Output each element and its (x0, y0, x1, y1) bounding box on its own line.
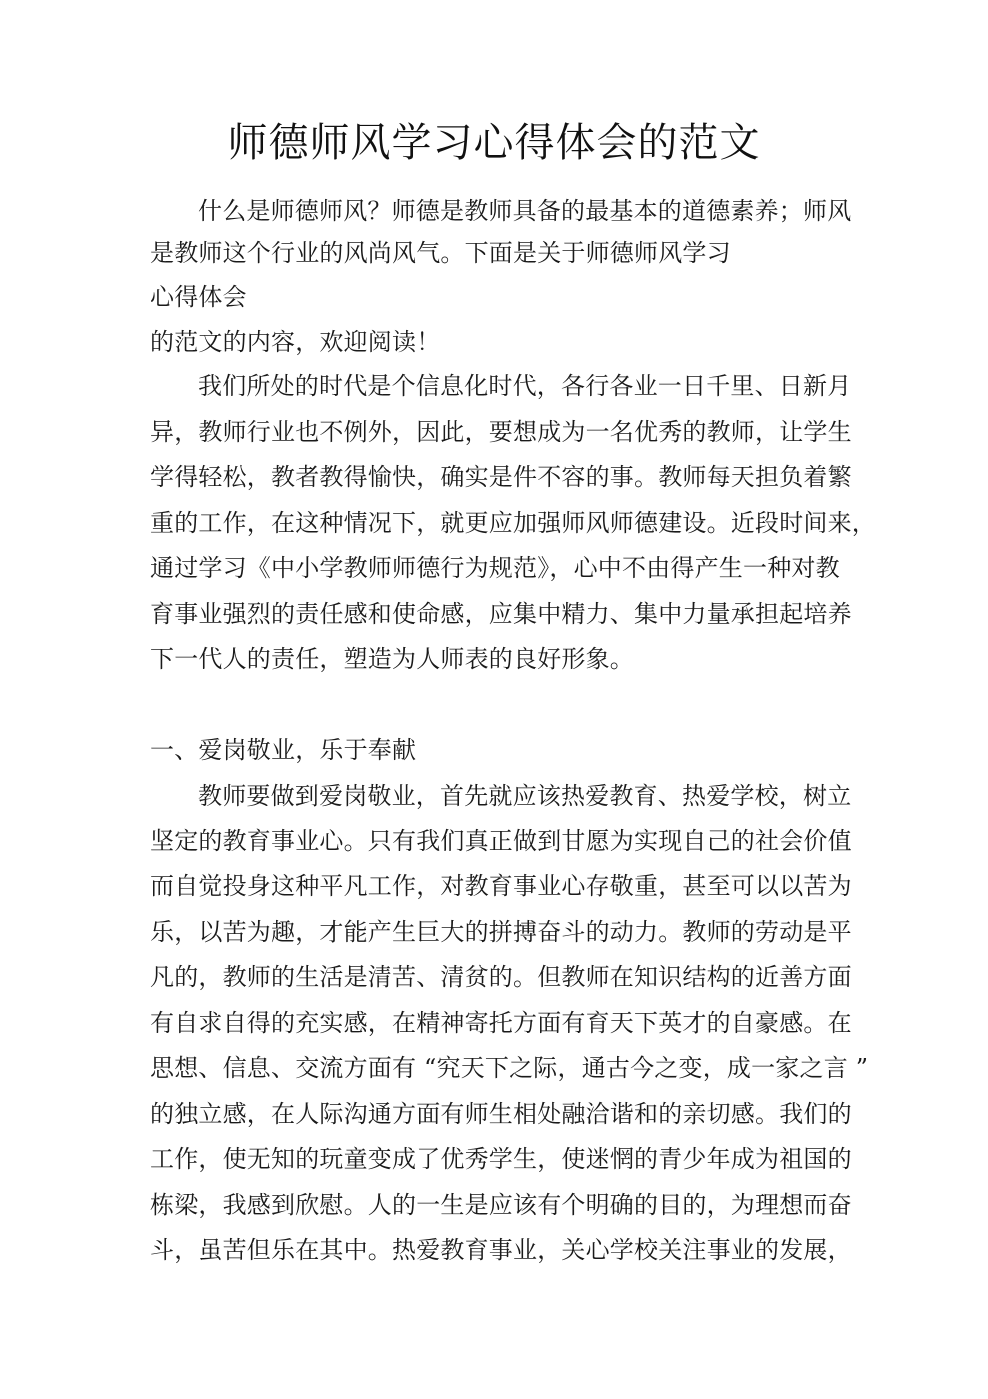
paragraph-line: 教师要做到爱岗敬业，首先就应该热爱教育、热爱学校，树立 (198, 782, 852, 810)
paragraph-line: 通过学习《中小学教师师德行为规范》，心中不由得产生一种对教 (150, 554, 840, 582)
paragraph-line: 有自求自得的充实感，在精神寄托方面有育天下英才的自豪感。在 (150, 1009, 852, 1037)
paragraph-line: 坚定的教育事业心。只有我们真正做到甘愿为实现自己的社会价值 (150, 827, 852, 855)
paragraph-line: 栋梁，我感到欣慰。人的一生是应该有个明确的目的，为理想而奋 (150, 1191, 852, 1219)
paragraph-line: 的范文的内容，欢迎阅读！ (150, 328, 441, 356)
paragraph-line: 学得轻松，教者教得愉快，确实是件不容的事。教师每天担负着繁 (150, 463, 852, 491)
document-title: 师德师风学习心得体会的范文 (227, 120, 761, 166)
paragraph-line: 的独立感，在人际沟通方面有师生相处融洽谐和的亲切感。我们的 (150, 1100, 852, 1128)
paragraph-line: 是教师这个行业的风尚风气。下面是关于师德师风学习 (150, 239, 731, 267)
paragraph-line: 重的工作，在这种情况下，就更应加强师风师德建设。近段时间来， (150, 509, 876, 537)
paragraph-line: 下一代人的责任，塑造为人师表的良好形象。 (150, 645, 634, 673)
paragraph-line: 我们所处的时代是个信息化时代，各行各业一日千里、日新月 (198, 372, 852, 400)
paragraph-line: 乐，以苦为趣，才能产生巨大的拼搏奋斗的动力。教师的劳动是平 (150, 918, 852, 946)
paragraph-line: 而自觉投身这种平凡工作，对教育事业心存敬重，甚至可以以苦为 (150, 872, 852, 900)
paragraph-line: 凡的，教师的生活是清苦、清贫的。但教师在知识结构的近善方面 (150, 963, 852, 991)
paragraph-line: 什么是师德师风？师德是教师具备的最基本的道德素养；师风 (198, 197, 852, 225)
paragraph-line: 异，教师行业也不例外，因此，要想成为一名优秀的教师，让学生 (150, 418, 852, 446)
section-heading: 一、爱岗敬业，乐于奉献 (150, 736, 417, 764)
paragraph-line: 心得体会 (150, 283, 247, 311)
paragraph-line: 斗，虽苦但乐在其中。热爱教育事业，关心学校关注事业的发展， (150, 1236, 852, 1264)
paragraph-line: 工作，使无知的玩童变成了优秀学生，使迷惘的青少年成为祖国的 (150, 1145, 852, 1173)
paragraph-line: 思想、信息、交流方面有 “究天下之际，通古今之变，成一家之言 ” (150, 1054, 869, 1082)
paragraph-line: 育事业强烈的责任感和使命感，应集中精力、集中力量承担起培养 (150, 600, 852, 628)
